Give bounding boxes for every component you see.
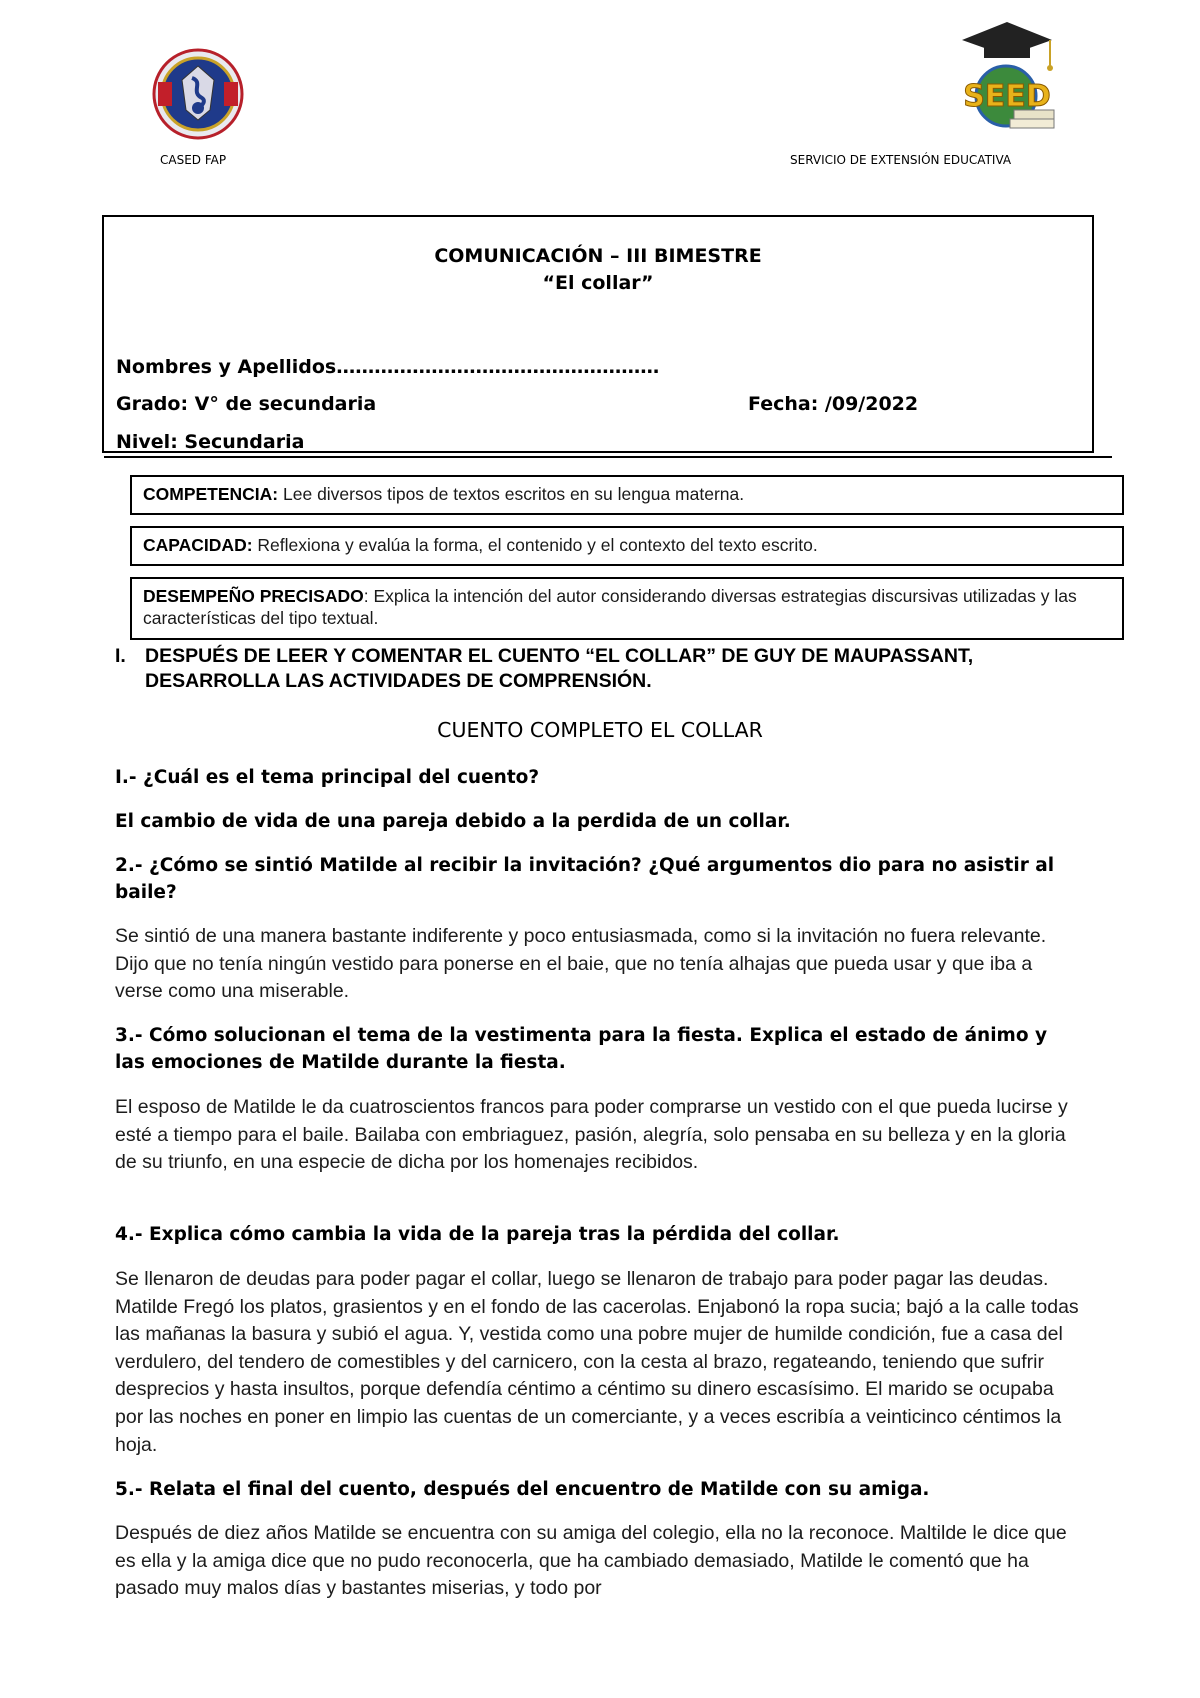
left-caption: CASED FAP xyxy=(160,153,227,167)
answer-3: El esposo de Matilde le da cuatroscientos francos para poder comprarse un vestido con el que pueda lucirse y esté a tiempo para el baile. Bailaba con embriaguez, pasión, alegría, solo pensaba en su belleza y en la gloria de su triunfo, en una especie de dicha por los homenajes recibidos. xyxy=(115,1096,1068,1174)
question-2: 2.- ¿Cómo se sintió Matilde al recibir la invitación? ¿Qué argumentos dio para no asistir al baile? xyxy=(115,855,1055,903)
answer-2: Se sintió de una manera bastante indiferente y poco entusiasmada, como si la invitación no fuera relevante. Dijo que no tenía ningún vestido para ponerse en el baie, que no tenía alhajas que pueda usar y que iba a verse como una miserable. xyxy=(115,925,1047,1003)
names-line: Nombres y Apellidos…………………………………………… xyxy=(116,356,660,378)
story-title: CUENTO COMPLETO EL COLLAR xyxy=(437,718,763,742)
question-1: I.- ¿Cuál es el tema principal del cuento? xyxy=(115,767,540,788)
answer-5: Después de diez años Matilde se encuentra con su amiga del colegio, ella no la reconoce. Maltilde le dice que es ella y la amiga dice que no pudo reconocerla, que ha cambiado demasiado, Matilde le comentó que ha pasado muy malos días y bastantes miserias, y todo por xyxy=(115,1522,1067,1600)
capacidad-text: Reflexiona y evalúa la forma, el contenido y el contexto del texto escrito. xyxy=(252,535,818,555)
page-subtitle: “El collar” xyxy=(542,272,654,294)
capacidad-box xyxy=(130,526,1124,566)
level-line: Nivel: Secundaria xyxy=(116,431,305,453)
desempeno-box xyxy=(130,577,1124,640)
question-3: 3.- Cómo solucionan el tema de la vestimenta para la fiesta. Explica el estado de ánimo y las emociones de Matilde durante la fiesta. xyxy=(115,1025,1048,1073)
divider xyxy=(104,456,1112,458)
grade-line: Grado: V° de secundaria xyxy=(116,393,377,415)
capacidad-label: CAPACIDAD: xyxy=(143,535,253,555)
competencia-text: Lee diversos tipos de textos escritos en su lengua materna. xyxy=(278,484,745,504)
section-number: I. xyxy=(115,645,126,667)
question-5: 5.- Relata el final del cuento, después del encuentro de Matilde con su amiga. xyxy=(115,1479,930,1500)
section-text: DESPUÉS DE LEER Y COMENTAR EL CUENTO “EL COLLAR” DE GUY DE MAUPASSANT, DESARROLLA LAS ACTIVIDADES DE COMPRENSIÓN. xyxy=(145,645,974,692)
answer-4: Se llenaron de deudas para poder pagar el collar, luego se llenaron de trabajo para poder pagar las deudas. Matilde Fregó los platos, grasientos y en el fondo de las cacerolas. Enjabonó la ropa sucia; bajó a la calle todas las mañanas la basura y subió el agua. Y, vestida como una pobre mujer de humilde condición, fue a casa del verdulero, del tendero de comestibles y del carnicero, con la cesta al brazo, regateando, teniendo que sufrir desprecios y hasta insultos, porque defendía céntimo a céntimo su dinero escasísimo. El marido se ocupaba por las noches en poner en limpio las cuentas de un comerciante, y a veces escribía a veinticinco céntimos la hoja. xyxy=(115,1268,1079,1456)
desempeno-text: : Explica la intención del autor considerando diversas estrategias discursivas utilizadas y las características del tipo textual. xyxy=(143,586,1077,628)
title-box xyxy=(102,215,1094,453)
cased-fap-logo xyxy=(152,48,244,140)
question-4: 4.- Explica cómo cambia la vida de la pareja tras la pérdida del collar. xyxy=(115,1224,840,1245)
competencia-box xyxy=(130,475,1124,515)
right-caption: SERVICIO DE EXTENSIÓN EDUCATIVA xyxy=(790,153,1012,167)
seed-logo xyxy=(952,18,1062,136)
answer-1: El cambio de vida de una pareja debido a la perdida de un collar. xyxy=(115,811,791,832)
page-title: COMUNICACIÓN – III BIMESTRE xyxy=(434,245,762,267)
date-line: Fecha: /09/2022 xyxy=(748,393,919,415)
svg-text:SEED: SEED xyxy=(963,79,1051,114)
competencia-label: COMPETENCIA: xyxy=(143,484,279,504)
desempeno-label: DESEMPEÑO PRECISADO xyxy=(143,586,364,606)
